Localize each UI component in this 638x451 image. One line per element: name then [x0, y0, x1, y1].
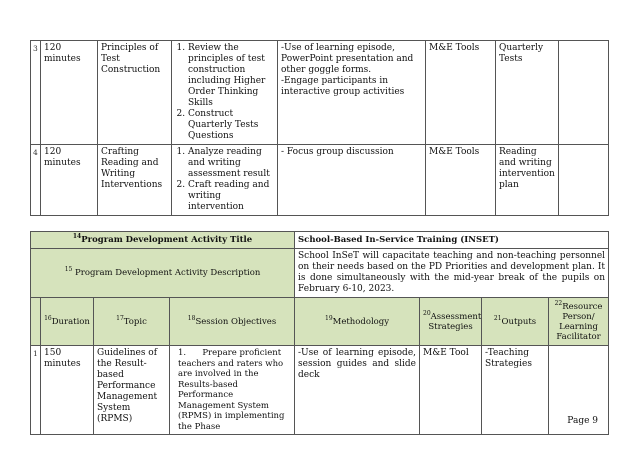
activity-title-label: $^{14}$Program Development Activity Title	[31, 232, 295, 249]
duration-cell: 120 minutes	[41, 145, 98, 216]
activity-description-value: School InSeT will capacitate teaching and non-teaching personnel on their needs based on the PD Priorities and development plan. It is done simultaneously with the mid-year break of the pupils on February 6-10, 2023.	[295, 249, 609, 298]
row-number: 3	[31, 41, 41, 145]
assessment-cell: M&E Tool	[420, 346, 482, 435]
methodology-cell: -Use of learning episode, PowerPoint presentation and other goggle forms. -Engage participants in interactive group activities	[278, 41, 426, 145]
header-methodology: $^{19}$Methodology	[295, 298, 420, 346]
methodology-cell: -Use of learning episode, session guides and slide deck	[295, 346, 420, 435]
objective-item: 2. Construct Quarterly Tests Questions	[188, 109, 274, 142]
outputs-cell: -Teaching Strategies	[482, 346, 549, 435]
table-row	[31, 145, 609, 216]
objective-item: 1. Review the principles of test construction including Higher Order Thinking Skills	[188, 43, 274, 109]
header-resource-person: $^{22}$Resource Person/ Learning Facilitator	[549, 298, 609, 346]
table-row	[31, 41, 609, 145]
topic-cell: Guidelines of the Result-based Performance Management System (RPMS)	[94, 346, 170, 435]
table-row	[31, 346, 609, 435]
program-activity-table	[30, 231, 609, 435]
objectives-cell	[172, 41, 278, 145]
header-outputs: $^{21}$Outputs	[482, 298, 549, 346]
objective-item: 2. Craft reading and writing intervention	[188, 180, 274, 213]
column-header-row	[31, 298, 609, 346]
objectives-cell	[172, 145, 278, 216]
duration-cell: 150 minutes	[41, 346, 94, 435]
header-duration: $^{16}$Duration	[41, 298, 94, 346]
topic-cell: Crafting Reading and Writing Interventions	[98, 145, 172, 216]
header-session-objectives: $^{18}$Session Objectives	[170, 298, 295, 346]
sessions-table-continued	[30, 40, 609, 216]
row-number: 4	[31, 145, 41, 216]
resource-cell	[559, 145, 609, 216]
activity-description-row	[31, 249, 609, 298]
row-number: 1	[31, 346, 41, 435]
duration-cell: 120 minutes	[41, 41, 98, 145]
resource-cell	[559, 41, 609, 145]
topic-cell: Principles of Test Construction	[98, 41, 172, 145]
header-topic: $^{17}$Topic	[94, 298, 170, 346]
activity-title-row	[31, 232, 609, 249]
objectives-cell: 1. Prepare proficient teachers and raters who are involved in the Results-based Performance Management System (RPMS) in implementing the Phase	[170, 346, 295, 435]
header-assessment-strategies: $^{20}$Assessment Strategies	[420, 298, 482, 346]
outputs-cell: Quarterly Tests	[496, 41, 559, 145]
assessment-cell: M&E Tools	[426, 145, 496, 216]
page-number: Page 9	[567, 416, 598, 426]
activity-description-label: $^{15}$ Program Development Activity Description	[31, 249, 295, 298]
methodology-cell: - Focus group discussion	[278, 145, 426, 216]
outputs-cell: Reading and writing intervention plan	[496, 145, 559, 216]
assessment-cell: M&E Tools	[426, 41, 496, 145]
activity-title-value: School-Based In-Service Training (INSET)	[295, 232, 609, 249]
objective-item: 1. Analyze reading and writing assessment result	[188, 147, 274, 180]
